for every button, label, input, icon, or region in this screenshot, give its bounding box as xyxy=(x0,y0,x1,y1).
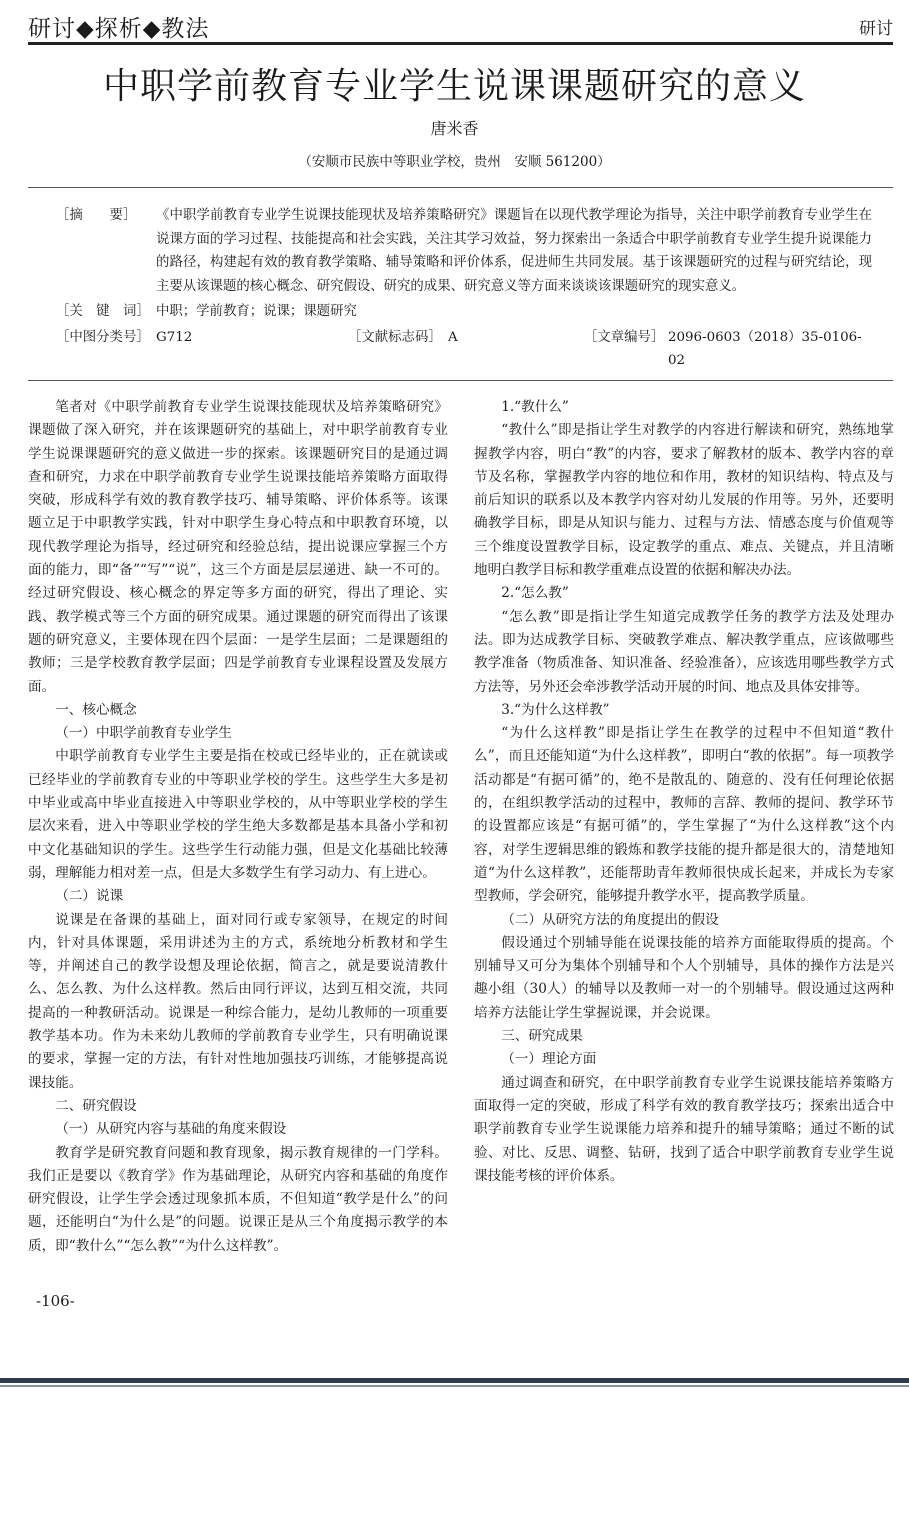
abstract-text: 《中职学前教育专业学生说课技能现状及培养策略研究》课题旨在以现代教学理论为指导，关注中职学前教育专业学生在说课方面的学习过程、技能提高和社会实践，关注其学习效益，努力探索出一条适合中职学前教育专业学生提升说课能力的路径，构建起有效的教育教学策略、辅导策略和评价体系，促进师生共同发展。基于该课题研究的过程与研究结论，现主要从该课题的核心概念、研究假设、研究的成果、研究意义等方面来谈谈该课题研究的现实意义。 xyxy=(156,208,872,294)
section-heading: 二、研究假设 xyxy=(55,1097,137,1114)
body-paragraph: “为什么这样教”即是指让学生在教学的过程中不但知道“教什么”，而且还能知道“为什么这样教”，即明白“教的依据”。每一项教学活动都是“有据可循”的，绝不是散乱的、随意的、没有任何理论依据的，在组织教学活动的过程中，教师的言辞、教师的提问、教学环节的设置都应该是“有据可循”的，学生掌握了“为什么这样教”这个内容，对学生逻辑思维的锻炼和教学技能的提升都是很大的，清楚地知道“为什么这样教”，还能帮助青年教师很快成长起来，并成长为专家型教师，学会研究，能够提升教学水平，提高教学质量。 xyxy=(474,725,894,905)
header-column-label: 研讨 xyxy=(859,19,893,39)
keywords-label: ［关 键 词］ xyxy=(56,304,150,319)
header-section-label: 研讨◆探析◆教法 xyxy=(28,16,210,42)
classification-value: G712 xyxy=(156,329,193,345)
subsection-heading: （二）说课 xyxy=(55,888,124,905)
keywords-text: 中职；学前教育；说课；课题研究 xyxy=(156,304,357,319)
author-name: 唐米香 xyxy=(430,119,479,138)
body-paragraph: 中职学前教育专业学生主要是指在校或已经毕业的，正在就读或已经毕业的学前教育专业的中等职业学校的学生。这些学生大多是初中毕业或高中毕业直接进入中等职业学校的，从中等职业学校的学生层次来看，进入中等职业学校的学生绝大多数都是基本具备小学和初中文化基础知识的学生。这些学生行动能力强，但是文化基础比较薄弱，理解能力相对差一点，但是大多数学生有学习动力、有上进心。 xyxy=(28,748,448,881)
abstract-block xyxy=(56,204,872,368)
body-paragraph: 教育学是研究教育问题和教育现象，揭示教育规律的一门学科。我们正是要以《教育学》作为基础理论，从研究内容和基础的角度作研究假设，让学生学会透过现象抓本质，不但知道“教学是什么”的问题，还能明白“为什么是”的问题。说课正是从三个角度揭示教学的本质，即“教什么”“怎么教”“为什么这样教”。 xyxy=(28,1144,448,1254)
classification-row xyxy=(56,326,872,368)
article-no-value: 2096-0603（2018）35-0106-02 xyxy=(668,329,862,368)
body-paragraph: “教什么”即是指让学生对教学的内容进行解读和研究，熟练地掌握教学内容，明白“教”的内容，要求了解教材的版本、教学内容的章节及名称，掌握教学内容的地位和作用，教材的知识结构、特点及与前后知识的联系以及本教学内容对幼儿发展的作用等。另外，还要明确教学目标，即是从知识与能力、过程与方法、情感态度与价值观等三个维度设置教学目标，设定教学的重点、难点、关键点，并且清晰地明白教学目标和教学重难点设置的依据和解决办法。 xyxy=(474,422,894,579)
footer-bar xyxy=(0,1378,909,1383)
body-paragraph: 说课是在备课的基础上，面对同行或专家领导，在规定的时间内，针对具体课题，采用讲述为主的方式，系统地分析教材和学生等，并阐述自己的教学设想及理论依据，简言之，就是要说清教什么、怎么教、为什么这样教。然后由同行评议，达到互相交流，共同提高的一种教研活动。说课是一种综合能力，是幼儿教师的一项重要教学基本功。作为未来幼儿教师的学前教育专业学生，只有明确说课的要求，掌握一定的方法，有针对性地加强技巧训练，才能够提高说课技能。 xyxy=(28,911,448,1091)
subsection-heading: （二）从研究方法的角度提出的假设 xyxy=(501,911,719,928)
page-number: -106- xyxy=(36,1292,75,1310)
body-paragraph: “怎么教”即是指让学生知道完成教学任务的教学方法及处理办法。即为达成教学目标、突破教学难点、解决教学重点，应该做哪些教学准备（物质准备、知识准备、经验准备），应该选用哪些教学方式方法等，另外还会牵涉教学活动开展的时间、地点及具体安排等。 xyxy=(474,608,894,695)
subsection-heading: （一）中职学前教育专业学生 xyxy=(55,725,232,742)
subsection-heading: （一）理论方面 xyxy=(501,1051,597,1068)
footer-bar-thin xyxy=(0,1385,909,1387)
article-title: 中职学前教育专业学生说课课题研究的意义 xyxy=(102,66,806,107)
intro-paragraph: 笔者对《中职学前教育专业学生说课技能现状及培养策略研究》课题做了深入研究，并在该课题研究的基础上，对中职学前教育专业学生说课课题研究的意义做进一步的探索。该课题研究目的是通过调查和研究，力求在中职学前教育专业学生说课技能培养策略方面取得突破，形成科学有效的教育教学技巧、辅导策略、评价体系等。该课题立足于中职教学实践，针对中职学生身心特点和中职教育环境，以现代教学理论为指导，经过研究和经验总结，提出说课应掌握三个方面的能力，即“备”“写”“说”，这三个方面是层层递进、缺一不可的。经过研究假设、核心概念的界定等多方面的研究，得出了理论、实践、教学模式等三个方面的研究成果。通过课题的研究而得出了该课题的研究意义，主要体现在四个层面：一是学生层面；二是课题组的教师；三是学校教育教学层面；四是学前教育专业课程设置及发展方面。 xyxy=(28,399,448,695)
abstract-label: ［摘 要］ xyxy=(56,208,137,223)
section-heading: 一、核心概念 xyxy=(55,701,137,718)
header-rule xyxy=(28,42,893,45)
item-heading: 2.“怎么教” xyxy=(501,585,569,602)
abstract-bottom-rule xyxy=(28,380,893,381)
classification-label: ［中图分类号］ xyxy=(56,329,150,345)
left-column xyxy=(28,396,448,1258)
item-heading: 1.“教什么” xyxy=(501,399,569,415)
body-paragraph: 假设通过个别辅导能在说课技能的培养方面能取得质的提高。个别辅导又可分为集体个别辅导和个人个别辅导，具体的操作方法是兴趣小组（30人）的辅导以及教师一对一的个别辅导。假设通过这两种培养方法能让学生掌握说课，并会说课。 xyxy=(474,934,894,1021)
running-header xyxy=(28,4,893,44)
subsection-heading: （一）从研究内容与基础的角度来假设 xyxy=(55,1121,287,1138)
item-heading: 3.“为什么这样教” xyxy=(501,701,610,718)
right-column xyxy=(474,396,894,1188)
keywords-row xyxy=(56,300,872,324)
abstract-top-rule xyxy=(28,187,893,188)
author-affiliation: （安顺市民族中等职业学校，贵州 安顺 561200） xyxy=(298,154,611,170)
doc-code-value: A xyxy=(448,329,458,345)
doc-code-label: ［文献标志码］ xyxy=(348,329,442,345)
body-paragraph: 通过调查和研究，在中职学前教育专业学生说课技能培养策略方面取得一定的突破，形成了科学有效的教育教学技巧；探索出适合中职学前教育专业学生说课能力培养和提升的辅导策略；通过不断的试验、对比、反思、调整、钻研，找到了适合中职学前教育专业学生说课技能考核的评价体系。 xyxy=(474,1074,894,1184)
article-no-label: ［文章编号］ xyxy=(584,329,665,345)
section-heading: 三、研究成果 xyxy=(501,1028,583,1045)
abstract-row xyxy=(56,204,872,298)
